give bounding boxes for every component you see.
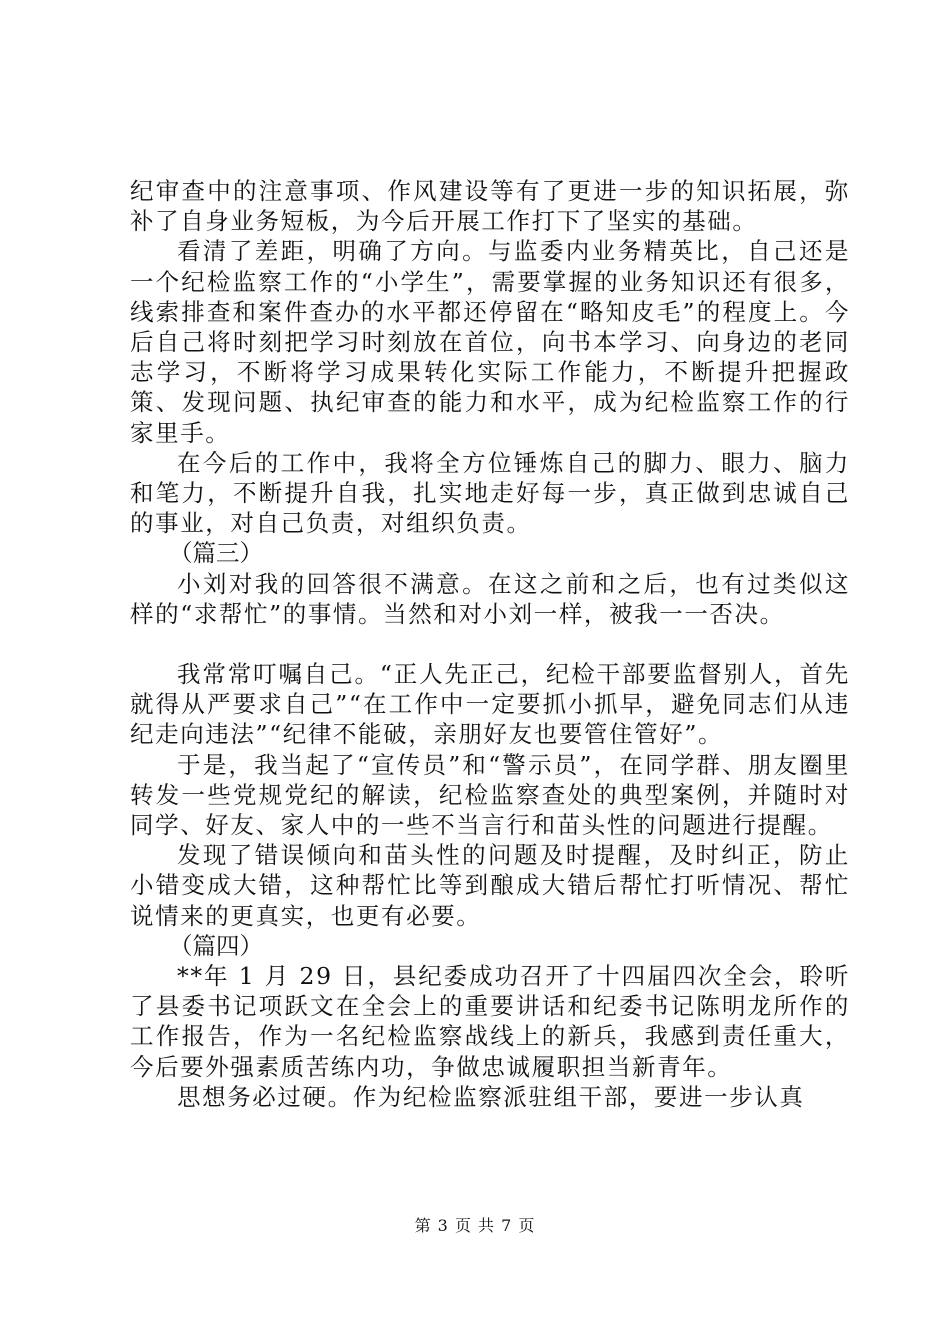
paragraph-5: 我常常叮嘱自己。“正人先正己，纪检干部要监督别人，首先就得从严要求自己”“在工作中一定要抓小抓早，避免同志们从违纪走向违法”“纪律不能破，亲朋好友也要管住管好”。: [130, 660, 850, 749]
page-number-footer: 第 3 页 共 7 页: [414, 1216, 536, 1235]
paragraph-4: 小刘对我的回答很不满意。在这之前和之后，也有过类似这样的“求帮忙”的事情。当然和对小刘一样，被我一一否决。: [130, 569, 850, 628]
paragraph-6: 于是，我当起了“宣传员”和“警示员”，在同学群、朋友圈里转发一些党规党纪的解读，纪检监察查处的典型案例，并随时对同学、好友、家人中的一些不当言行和苗头性的问题进行提醒。: [130, 750, 850, 840]
document-body: [130, 176, 850, 1112]
paragraph-3: 在今后的工作中，我将全方位锤炼自己的脚力、眼力、脑力和笔力，不断提升自我，扎实地走好每一步，真正做到忠诚自己的事业，对自己负责，对组织负责。: [130, 448, 850, 538]
paragraph-8: **年 1 月 29 日，县纪委成功召开了十四届四次全会，聆听了县委书记项跃文在全会上的重要讲话和纪委书记陈明龙所作的工作报告，作为一名纪检监察战线上的新兵，我感到责任重大，今后要外强素质苦练内功，争做忠诚履职担当新青年。: [130, 962, 850, 1081]
paragraph-9: 思想务必过硬。作为纪检监察派驻组干部，要进一步认真: [177, 1082, 805, 1111]
section-heading-3: （篇三）: [169, 539, 263, 568]
blank-line: [130, 629, 850, 659]
paragraph-1: 纪审查中的注意事项、作风建设等有了更进一步的知识拓展，弥补了自身业务短板，为今后开展工作打下了坚实的基础。: [130, 177, 850, 236]
paragraph-7: 发现了错误倾向和苗头性的问题及时提醒，及时纠正，防止小错变成大错，这种帮忙比等到酿成大错后帮忙打听情况、帮忙说情来的更真实，也更有必要。: [130, 841, 850, 930]
section-heading-4: （篇四）: [169, 931, 263, 960]
paragraph-2: 看清了差距，明确了方向。与监委内业务精英比，自己还是一个纪检监察工作的“小学生”，需要掌握的业务知识还有很多，线索排查和案件查办的水平都还停留在“略知皮毛”的程度上。今后自己将时刻把学习时刻放在首位，向书本学习、向身边的老同志学习，不断将学习成果转化实际工作能力，不断提升把握政策、发现问题、执纪审查的能力和水平，成为纪检监察工作的行家里手。: [130, 237, 850, 447]
